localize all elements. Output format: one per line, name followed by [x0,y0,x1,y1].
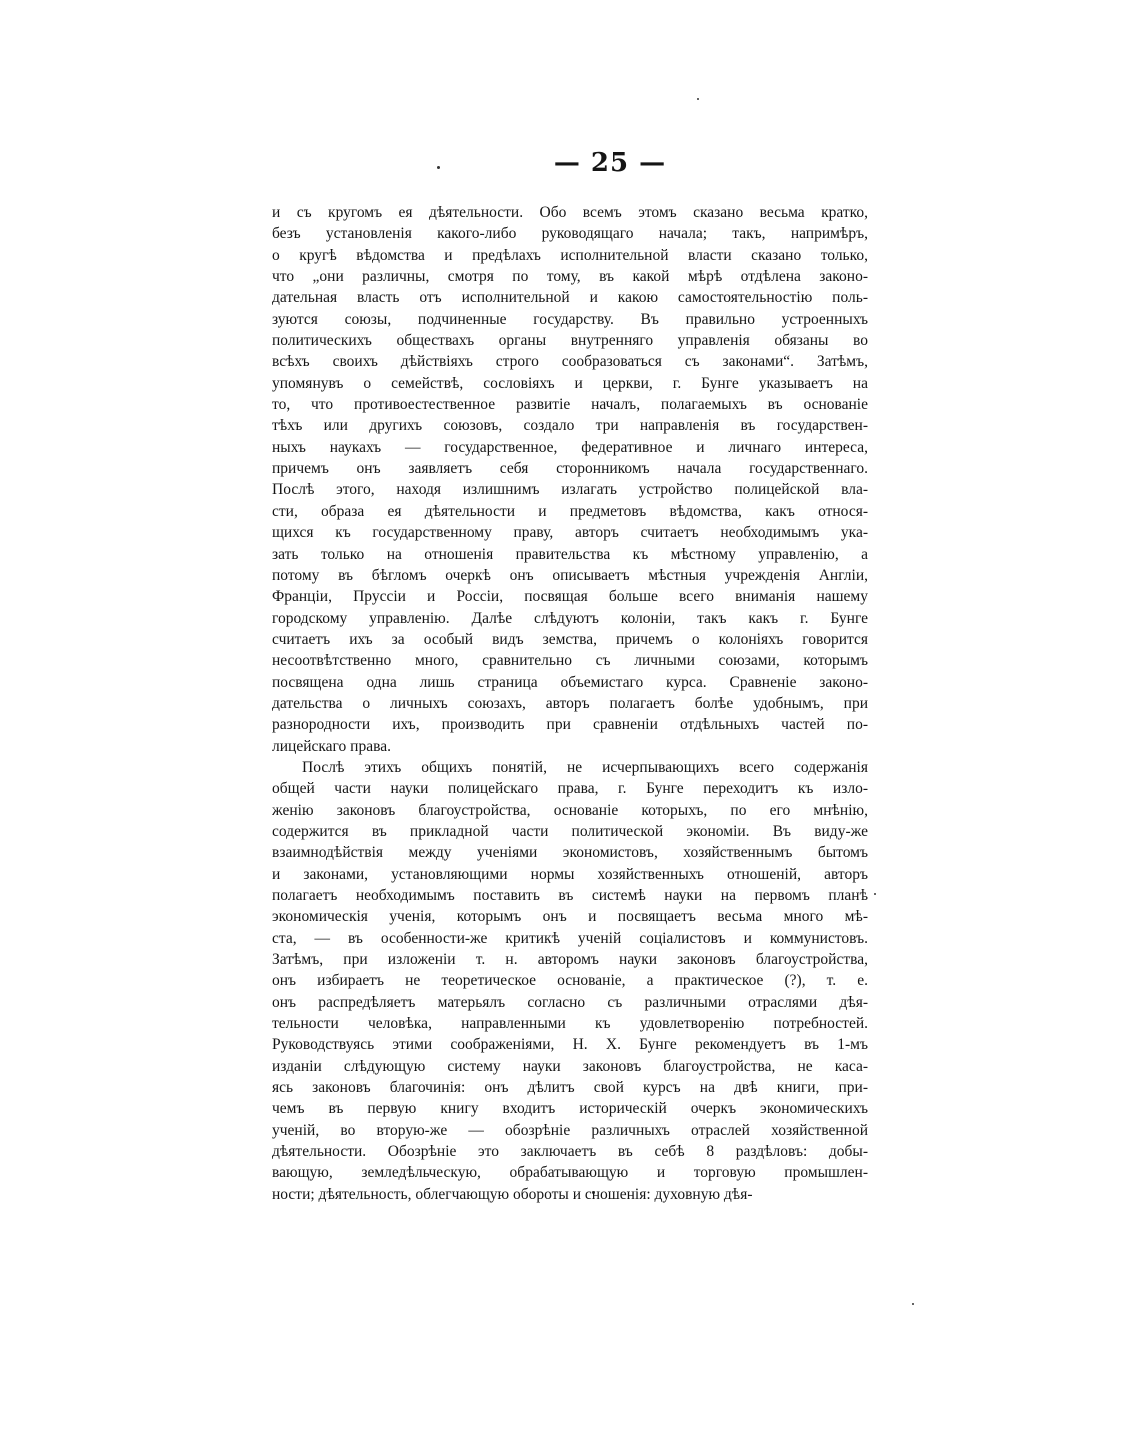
text-line: ясь законовъ благочинія: онъ дѣлитъ свой курсъ на двѣ книги, при- [272,1079,868,1097]
text-line: ста, — въ особенности-же критикѣ ученій соціалистовъ и коммунистовъ. [272,929,868,947]
text-line: тѣхъ или другихъ союзовъ, создало три направленія въ государствен- [272,417,868,435]
text-line: вающую, земледѣльческую, обрабатывающую и торговую промышлен- [272,1164,868,1182]
text-line: ученій, во вторую-же — обозрѣніе различныхъ отраслей хозяйственной [272,1121,868,1139]
text-line: Руководствуясь этими соображеніями, Н. Х. Бунге рекомендуетъ въ 1-мъ [272,1036,868,1054]
text-line: зать только на отношенія правительства къ мѣстному управленію, а [272,545,868,563]
text-line: упомянувъ о семействѣ, сословіяхъ и церкви, г. Бунге указываетъ на [272,374,868,392]
text-line: то, что противоестественное развитіе началъ, полагаемыхъ въ основаніе [272,396,868,414]
text-line: безъ установленія какого-либо руководящаго начала; такъ, напримѣръ, [272,225,868,243]
text-line: Затѣмъ, при изложеніи т. н. авторомъ науки законовъ благоустройства, [272,951,868,969]
text-line: ныхъ наукахъ — государственное, федеративное и личнаго интереса, [272,438,868,456]
text-line: политическихъ обществахъ органы внутренняго управленія обязаны во [272,332,868,350]
text-line: чемъ въ первую книгу входитъ историческій очеркъ экономическихъ [272,1100,868,1118]
text-line: общей части науки полицейскаго права, г. Бунге переходитъ къ изло- [272,780,868,798]
text-line: причемъ онъ заявляетъ себя сторонникомъ начала государственнаго. [272,460,868,478]
text-line: сти, образа ея дѣятельности и предметовъ вѣдомства, какъ относя- [272,502,868,520]
paragraph [272,202,868,757]
text-line: экономическія ученія, которымъ онъ и посвящаетъ весьма много мѣ- [272,908,868,926]
text-line: женію законовъ благоустройства, основаніе которыхъ, по его мнѣнію, [272,801,868,819]
text-line: содержится въ прикладной части политической экономіи. Въ виду-же [272,822,868,840]
text-line: несоотвѣтственно много, сравнительно съ личными союзами, которымъ [272,652,868,670]
text-line: Франціи, Пруссіи и Россіи, посвящая больше всего вниманія нашему [272,588,868,606]
text-line: Послѣ этихъ общихъ понятій, не исчерпывающихъ всего содержанія [302,758,868,776]
text-line: дѣятельности. Обозрѣніе это заключаетъ въ себѣ 8 раздѣловъ: добы- [272,1143,868,1161]
text-line: разнородности ихъ, производить при сравненіи отдѣльныхъ частей по- [272,716,868,734]
text-line: Послѣ этого, находя излишнимъ излагать устройство полицейской вла- [272,481,868,499]
text-line: считаетъ ихъ за особый видъ земства, причемъ о колоніяхъ говорится [272,630,868,648]
text-line: о кругѣ вѣдомства и предѣлахъ исполнительной власти сказано только, [272,246,868,264]
text-line: изданіи слѣдующую систему науки законовъ благоустройства, не каса- [272,1057,868,1075]
scan-speck [874,893,876,895]
text-line: что „они различны, смотря по тому, въ какой мѣрѣ отдѣлена законо- [272,268,868,286]
text-line: лицейскаго права. [272,737,391,755]
text-line: взаимнодѣйствія между ученіями экономистовъ, хозяйственнымъ бытомъ [272,844,868,862]
text-line: всѣхъ своихъ дѣйствіяхъ строго сообразоваться съ законами“. Затѣмъ, [272,353,868,371]
text-line: полагаетъ необходимымъ поставить въ системѣ науки на первомъ планѣ [272,887,868,904]
text-body [272,202,868,1205]
text-line: зуются союзы, подчиненные государству. Въ правильно устроенныхъ [272,310,868,328]
text-line: дательная власть отъ исполнительной и какою самостоятельностію поль- [272,289,868,307]
text-line: онъ распредѣляетъ матерьялъ согласно съ различными отраслями дѣя- [272,993,868,1011]
text-line: и съ кругомъ ея дѣятельности. Обо всемъ этомъ сказано весьма кратко, [272,204,868,221]
text-line: городскому управленію. Далѣе слѣдуютъ колоніи, такъ какъ г. Бунге [272,609,868,627]
page-number: — 25 — [553,148,667,178]
text-line: онъ избираетъ не теоретическое основаніе, а практическое (?), т. е. [272,972,868,990]
text-line: и законами, установляющими нормы хозяйственныхъ отношеній, авторъ [272,865,868,883]
text-line: щихся къ государственному праву, авторъ считаетъ необходимымъ ука- [272,524,868,542]
scan-speck [697,98,699,100]
text-line: дательства о личныхъ союзахъ, авторъ полагаетъ болѣе удобнымъ, при [272,694,868,712]
text-line: посвящена одна лишь страница объемистаго курса. Сравненіе законо- [272,673,868,691]
text-line: потому въ бѣгломъ очеркѣ онъ описываетъ мѣстныя учрежденія Англіи, [272,566,868,584]
paragraph [272,757,868,1205]
text-line: тельности человѣка, направленными къ удовлетворенію потребностей. [272,1015,868,1033]
scan-speck [912,1303,914,1305]
text-line: ности; дѣятельность, облегчающую обороты и сношенія: духовную дѣя- [272,1185,753,1203]
